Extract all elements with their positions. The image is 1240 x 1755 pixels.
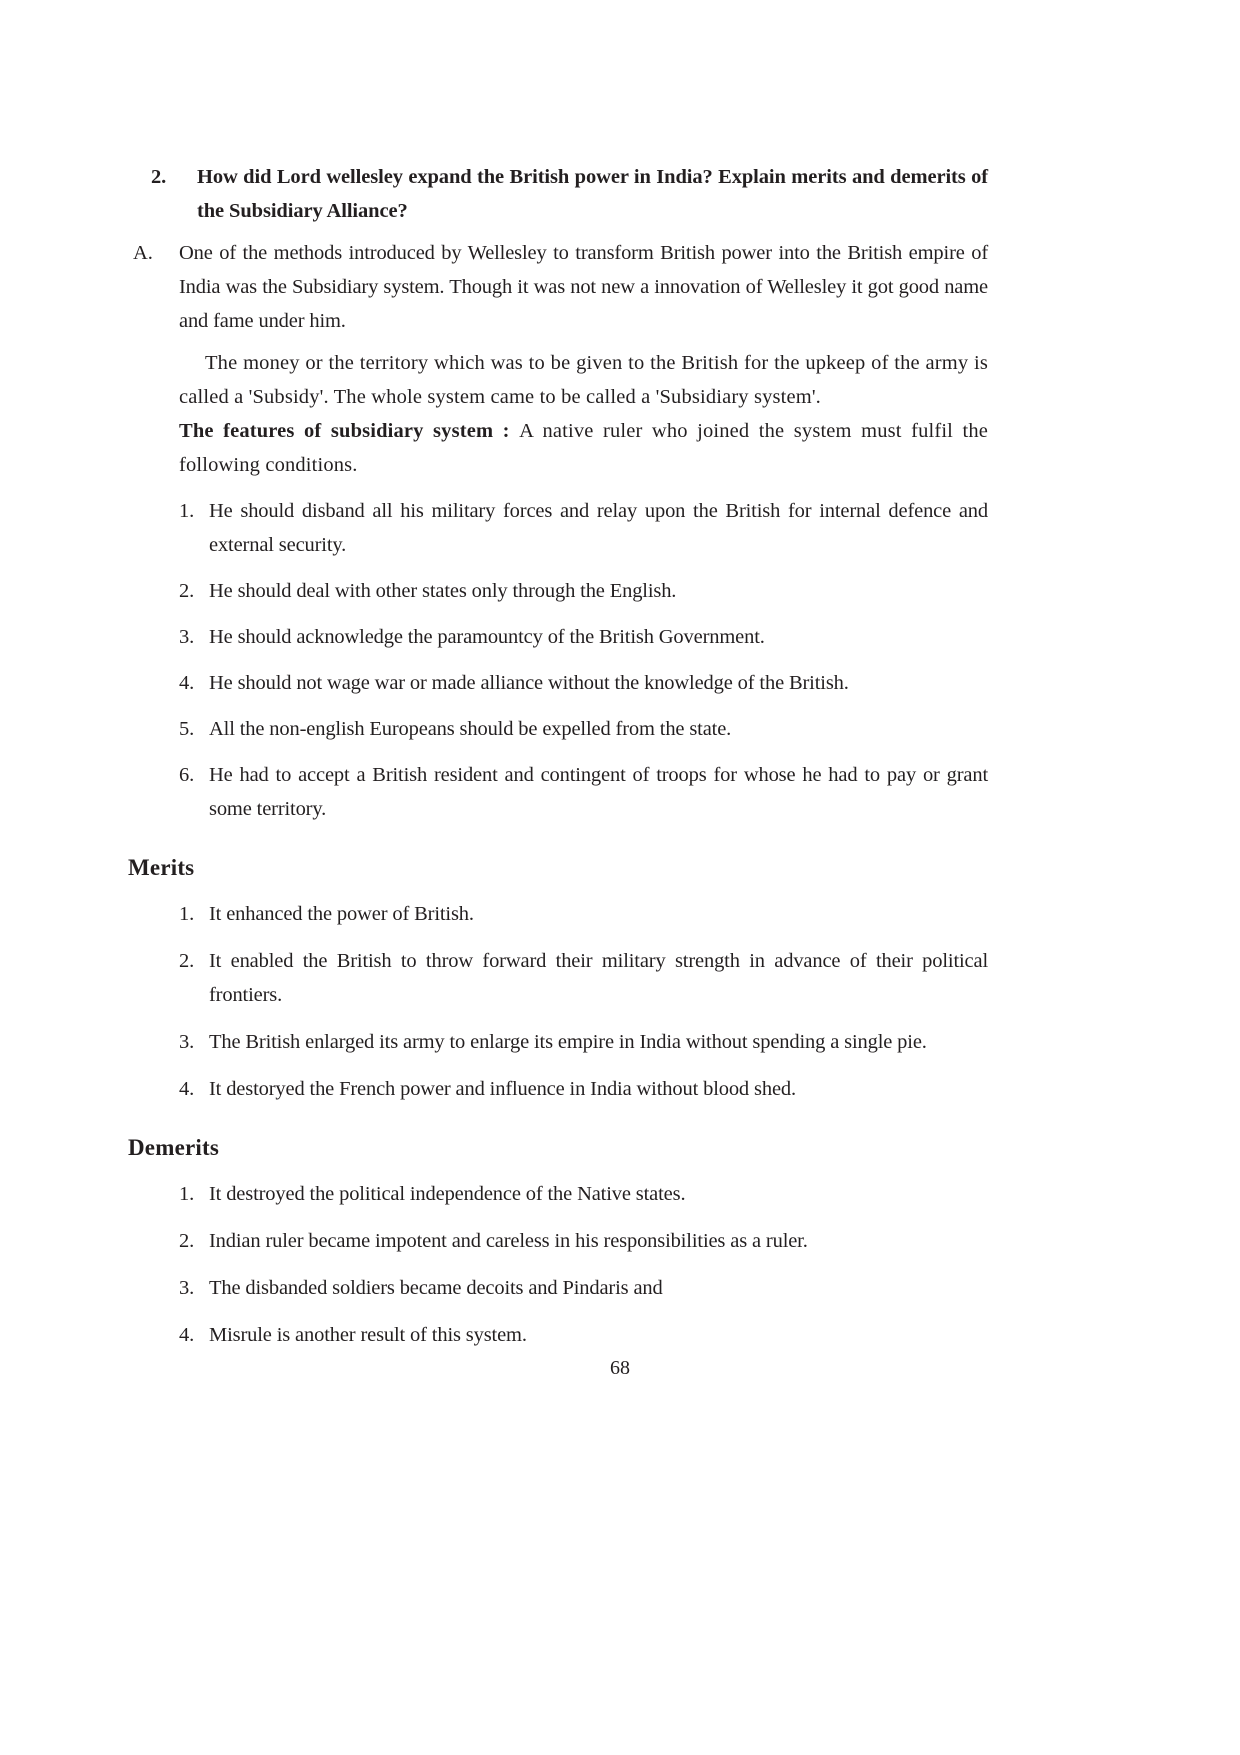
list-item bbox=[179, 620, 988, 654]
list-item-text: Misrule is another result of this system. bbox=[209, 1324, 527, 1346]
list-item-number: 1. bbox=[179, 903, 195, 925]
list-item-number: 2. bbox=[179, 1230, 195, 1252]
conditions-list bbox=[179, 494, 988, 826]
list-item-text: He should not wage war or made alliance without the knowledge of the British. bbox=[209, 672, 849, 694]
list-item bbox=[179, 1177, 988, 1211]
features-text: A native ruler who joined the system must fulfil the following conditions. bbox=[179, 420, 989, 476]
list-item-number: 4. bbox=[179, 1324, 195, 1346]
merits-heading: Merits bbox=[128, 855, 195, 880]
list-item bbox=[179, 494, 988, 562]
list-item-text: The disbanded soldiers became decoits and Pindaris and bbox=[209, 1277, 663, 1299]
list-item bbox=[179, 574, 988, 608]
list-item bbox=[179, 712, 988, 746]
page-number: 68 bbox=[610, 1357, 630, 1379]
answer-paragraph-2: The money or the territory which was to be given to the British for the upkeep of the army is called a 'Subsidy'. The whole system came to be called a 'Subsidiary system'. bbox=[179, 352, 988, 408]
list-item-number: 1. bbox=[179, 500, 195, 522]
list-item-text: He had to accept a British resident and contingent of troops for whose he had to pay or grant some territory. bbox=[209, 764, 988, 820]
list-item-number: 6. bbox=[179, 764, 195, 786]
list-item bbox=[179, 1072, 988, 1106]
demerits-heading: Demerits bbox=[128, 1135, 219, 1160]
question-block bbox=[133, 160, 988, 228]
answer-marker: A. bbox=[133, 242, 153, 264]
question-number: 2. bbox=[151, 166, 167, 188]
list-item bbox=[179, 1271, 988, 1305]
list-item-text: It enabled the British to throw forward their military strength in advance of their political frontiers. bbox=[209, 950, 988, 1006]
answer-continuation bbox=[179, 346, 988, 482]
features-paragraph bbox=[179, 414, 988, 482]
list-item-text: He should deal with other states only through the English. bbox=[209, 580, 677, 602]
list-item-number: 2. bbox=[179, 950, 195, 972]
list-item bbox=[179, 1318, 988, 1352]
demerits-list bbox=[179, 1177, 988, 1352]
list-item bbox=[179, 1025, 988, 1059]
answer-paragraph-1: One of the methods introduced by Wellesley to transform British power into the British empire of India was the Subsidiary system. Though it was not new a innovation of Wellesley it got good name and fame under him. bbox=[179, 242, 988, 332]
page-content bbox=[128, 160, 989, 1352]
list-item-number: 3. bbox=[179, 1277, 195, 1299]
list-item bbox=[179, 1224, 988, 1258]
list-item-text: All the non-english Europeans should be expelled from the state. bbox=[209, 718, 732, 740]
list-item-number: 4. bbox=[179, 1078, 195, 1100]
list-item bbox=[179, 666, 988, 700]
list-item-number: 3. bbox=[179, 626, 195, 648]
list-item bbox=[179, 944, 988, 1012]
list-item-number: 3. bbox=[179, 1031, 195, 1053]
list-item-text: He should acknowledge the paramountcy of the British Government. bbox=[209, 626, 765, 648]
list-item-number: 5. bbox=[179, 718, 195, 740]
list-item bbox=[179, 897, 988, 931]
list-item-text: It destoryed the French power and influence in India without blood shed. bbox=[209, 1078, 796, 1100]
list-item-text: Indian ruler became impotent and careless in his responsibilities as a ruler. bbox=[209, 1230, 808, 1252]
list-item-number: 4. bbox=[179, 672, 195, 694]
list-item bbox=[179, 758, 988, 826]
question-text: How did Lord wellesley expand the British power in India? Explain merits and demerits of the Subsidiary Alliance? bbox=[197, 166, 988, 222]
list-item-text: He should disband all his military forces and relay upon the British for internal defence and external security. bbox=[209, 500, 988, 556]
list-item-text: The British enlarged its army to enlarge its empire in India without spending a single pie. bbox=[209, 1031, 927, 1053]
list-item-number: 1. bbox=[179, 1183, 195, 1205]
features-label: The features of subsidiary system : bbox=[179, 420, 520, 442]
list-item-number: 2. bbox=[179, 580, 195, 602]
merits-list bbox=[179, 897, 988, 1106]
list-item-text: It enhanced the power of British. bbox=[209, 903, 474, 925]
answer-block bbox=[133, 236, 988, 338]
list-item-text: It destroyed the political independence of the Native states. bbox=[209, 1183, 686, 1205]
